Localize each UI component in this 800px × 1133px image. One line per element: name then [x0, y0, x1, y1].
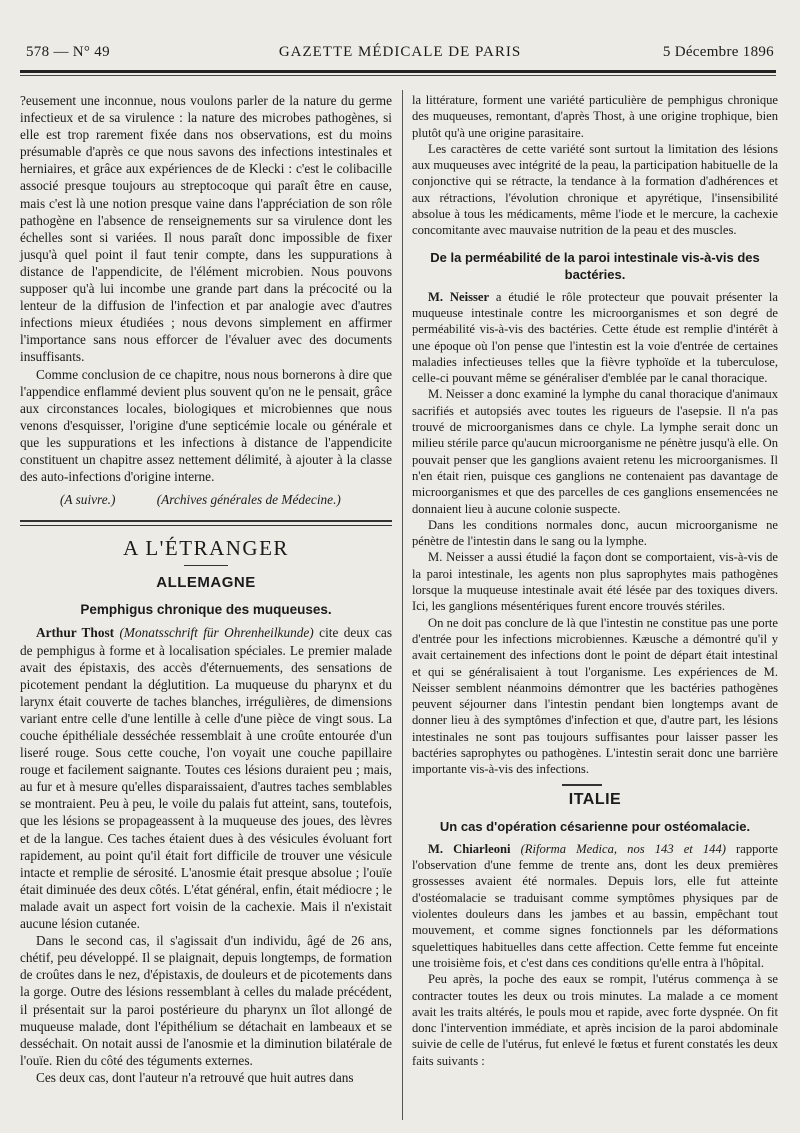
article-title: Pemphigus chronique des muqueuses.: [80, 602, 332, 618]
country-heading: ITALIE: [568, 790, 622, 808]
paragraph: Ces deux cas, dont l'auteur n'a retrouvé que huit autres dans: [36, 1069, 354, 1085]
continuation-line: [20, 491, 392, 508]
right-column: [412, 92, 778, 1069]
paragraph: Dans le second cas, il s'agissait d'un individu, âgé de 26 ans, chétif, peu développé. Il se plaignait, depuis longtemps, de formation de croûtes dans le nez, d'épistaxis, de douleurs et de picotements dans la gorge. Outre des lésions ressemblant à celles du malade précédent, il présentait sur la paroi postérieure du pharynx un îlot allongé de muqueuse malade, dont l'épithélium se détachait en lambeaux et se desséchait. On notait aussi de l'anosmie et la diminution bilatérale de l'ouïe. Rien du côté des téguments externes.: [20, 933, 392, 1068]
header-rule-thin: [20, 75, 776, 76]
paragraph: Les caractères de cette variété sont surtout la limitation des lésions aux muqueuses avec intégrité de la peau, la participation habituelle de la conjonctive qui se rétracte, la tendance à la formation d'adhérences et aux rétractions, l'évolution chronique et apyrétique, l'insensibilité absolue à tous les médicaments, même l'iode et le mercure, la cachexie concomitante avec mauvaise nutrition de la peau et des muscles.: [412, 141, 778, 238]
page-number: 578 — N° 49: [26, 44, 110, 60]
journal-reference: (Riforma Medica, nos 143 et 144): [520, 841, 726, 856]
header-rule: [20, 70, 776, 73]
short-rule: [562, 784, 602, 786]
source-citation: (Archives générales de Médecine.): [156, 492, 341, 508]
paragraph: [20, 624, 392, 932]
paragraph: M. Neisser a donc examiné la lymphe du canal thoracique d'animaux sacrifiés et autopsiés avec toutes les rigueurs de l'asepsie. Il n'a pas trouvé de microorganismes dans ce chyle. La lymphe serait donc un milieu stérile parce qu'aucun microorganisme ne pénètre jusqu'à elle. On pouvait penser que les ganglions avaient retenu les microorganismes. Il n'en était rien, puisque ces ganglions ne contenaient pas davantage de microorganismes et que des parcelles de ces ganglions ensemencées ne donnaient lieu à aucune colonie suspecte.: [412, 387, 778, 516]
author-name: M. Neisser: [428, 289, 490, 304]
paragraph: Dans les conditions normales donc, aucun microorganisme ne pénètre de l'intestin dans le sang ou la lymphe.: [412, 517, 778, 549]
paragraph-text: cite deux cas de pemphigus à forme et à localisation spéciales. Le premier malade avait des épistaxis, des accès d'éternuements, des sensations de picotement pendant la déglutition. La muqueuse du pharynx et du larynx était couverte de taches blanches, irrégulières, de dimensions variant entre celle d'une lentille à celle d'une pièce de vingt sous. La couche épithéliale desséchée ressemblait à une croûte entourée d'un liseré rouge. Sous cette couche, l'on voyait une couche papillaire rouge et facilement saignante. Toutes ces lésions duraient peu ; mais, au fur et à mesure qu'elles disparaissaient, d'autres taches semblables se montraient. Peu à peu, le voile du palais fut atteint, sans, toutefois, que les lésions se propageassent à la muqueuse des joues, des lèvres et de la langue. Ces taches étaient dues à des vésicules évoluant fort rapidement, au point qu'il était fort difficile de trouver une vésicule intacte et remplie de sérosité. L'anosmie était presque absolue ; l'ouïe était diminuée des deux côtés. L'état général, enfin, était médiocre ; le malade avait un aspect fort voisin de la cachexie. Mais il n'existait aucune lésion cutanée.: [20, 625, 393, 932]
paragraph: la littérature, forment une variété particulière de pemphigus chronique des muqueuses, remontant, d'après Thost, à une origine trophique, bien plutôt qu'à une origine parasitaire.: [412, 93, 778, 140]
section-heading: A L'ÉTRANGER: [123, 536, 289, 561]
country-heading: ALLEMAGNE: [156, 574, 256, 592]
left-column: [20, 92, 392, 1086]
section-separator: [20, 520, 392, 526]
author-name: Arthur Thost: [36, 625, 115, 641]
paragraph: Peu après, la poche des eaux se rompit, l'utérus commença à se contracter toutes les deux ou trois minutes. La malade a ce moment avait les traits altérés, le pouls mou et rapide, avec forte dyspnée. On fit donc l'intervention immédiate, et après incision de la paroi abdominale suivie de celle de l'utérus, fut enlevé le fœtus et furent constatés les deux faits suivants :: [412, 972, 778, 1068]
article-title: De la perméabilité de la paroi intestinale vis-à-vis des bactéries.: [430, 249, 760, 282]
paragraph-text: a étudié le rôle protecteur que pouvait présenter la muqueuse intestinale contre les microorganismes et son degré de perméabilité vis-à-vis des bactéries. Cette étude est remplie d'intérêt à une époque où l'on pense que l'intestin est la voie d'entrée de certaines maladies infectieuses telles que la fièvre typhoïde et la tuberculose, celle-ci pouvant même se généraliser d'emblée par le canal thoracique.: [412, 289, 778, 386]
article-title: Un cas d'opération césarienne pour ostéomalacie.: [439, 818, 751, 834]
paragraph: [412, 841, 778, 971]
paragraph: Comme conclusion de ce chapitre, nous nous bornerons à dire que l'appendice enflammé devient plus souvent qu'on ne le pensait, grâce aux circonstances locales, biologiques et microbiennes que nous venons d'esquisser, l'origine d'une septicémie locale ou générale et que les suppurations et les infections à distance de l'appendicite constituent un chapitre assez nettement délimité, à ajouter à la classe des auto-infections d'origine interne.: [20, 366, 392, 485]
paragraph: M. Neisser a aussi étudié la façon dont se comportaient, vis-à-vis de la paroi intestinale, les agents non plus saprophytes mais pathogènes lorsque la muqueuse intestinale avait été lésée par des toxiques divers. Ici, les ganglions mésentériques furent encore trouvés stériles.: [412, 550, 778, 614]
page-header: [26, 44, 774, 64]
paragraph: ?eusement une inconnue, nous voulons parler de la nature du germe infectieux et de sa virulence : la nature des microbes pathogènes, si elle est trop rarement fixée dans nos observations, est du moins présumable d'après ce que nous savons des infections intestinales et herniaires, et grâce aux expériences de de Klecki : c'est le colibacille associé presque toujours au streptocoque qui paraît être en cause, mais c'est là une notion presque vaine dans l'appréciation de son rôle pathogène en l'absence de renseignements sur sa virulence dont les échelles sont si variées. Il nous paraît donc impossible de fixer jusqu'à quel point il faut tenir compte, dans les suppurations à distance de l'appendicite, de l'élément microbien. Nous pouvons supposer qu'à lui incombe une grande part dans la précocité ou la lenteur de la diffusion de l'infection et par analogie avec d'autres infections mieux étudiées ; nous devons simplement en affirmer l'importance sans nous efforcer de l'évaluer avec des documents insuffisants.: [20, 93, 392, 365]
column-divider: [402, 90, 403, 1120]
paragraph: [412, 289, 778, 387]
short-rule: [184, 565, 228, 566]
author-name: M. Chiarleoni: [428, 841, 511, 856]
paragraph-text: rapporte l'observation d'une femme de trente ans, dont les deux premières grossesses avaient été normales. Depuis lors, elle fut atteinte d'ostéomalacie se traduisant comme symptômes physiques par de violentes douleurs dans les jambes et au bassin, empêchant tout mouvement, et comme signes fonctionnels par les déformations squelettiques habituelles dans cette affection. Cette femme fut enceinte une troisième fois, et c'est dans ces conditions qu'elle entra à l'hôpital.: [412, 841, 779, 970]
a-suivre: (A suivre.): [60, 492, 116, 508]
issue-date: 5 Décembre 1896: [662, 44, 774, 60]
paragraph: On ne doit pas conclure de là que l'intestin ne constitue pas une porte d'entrée pour les infections microbiennes. Kæusche a démontré qu'il y avait certainement des infections dont le point de départ était intestinal et qui se généralisaient à tout l'organisme. Les expériences de M. Neisser semblent néanmoins démontrer que les bactéries pathogènes peuvent séjourner dans l'intestin pendant bien longtemps avant de donner lieu à des symptômes d'infection et que, d'autre part, les lésions intestinales ne sont pas toujours suffisantes pour laisser passer les bactéries saprophytes ou pathogènes. L'intestin serait donc une barrière importante vis-à-vis des infections.: [412, 615, 778, 777]
journal-reference: (Monatsschrift für Ohrenheilkunde): [119, 625, 314, 641]
journal-title: GAZETTE MÉDICALE DE PARIS: [278, 44, 522, 60]
